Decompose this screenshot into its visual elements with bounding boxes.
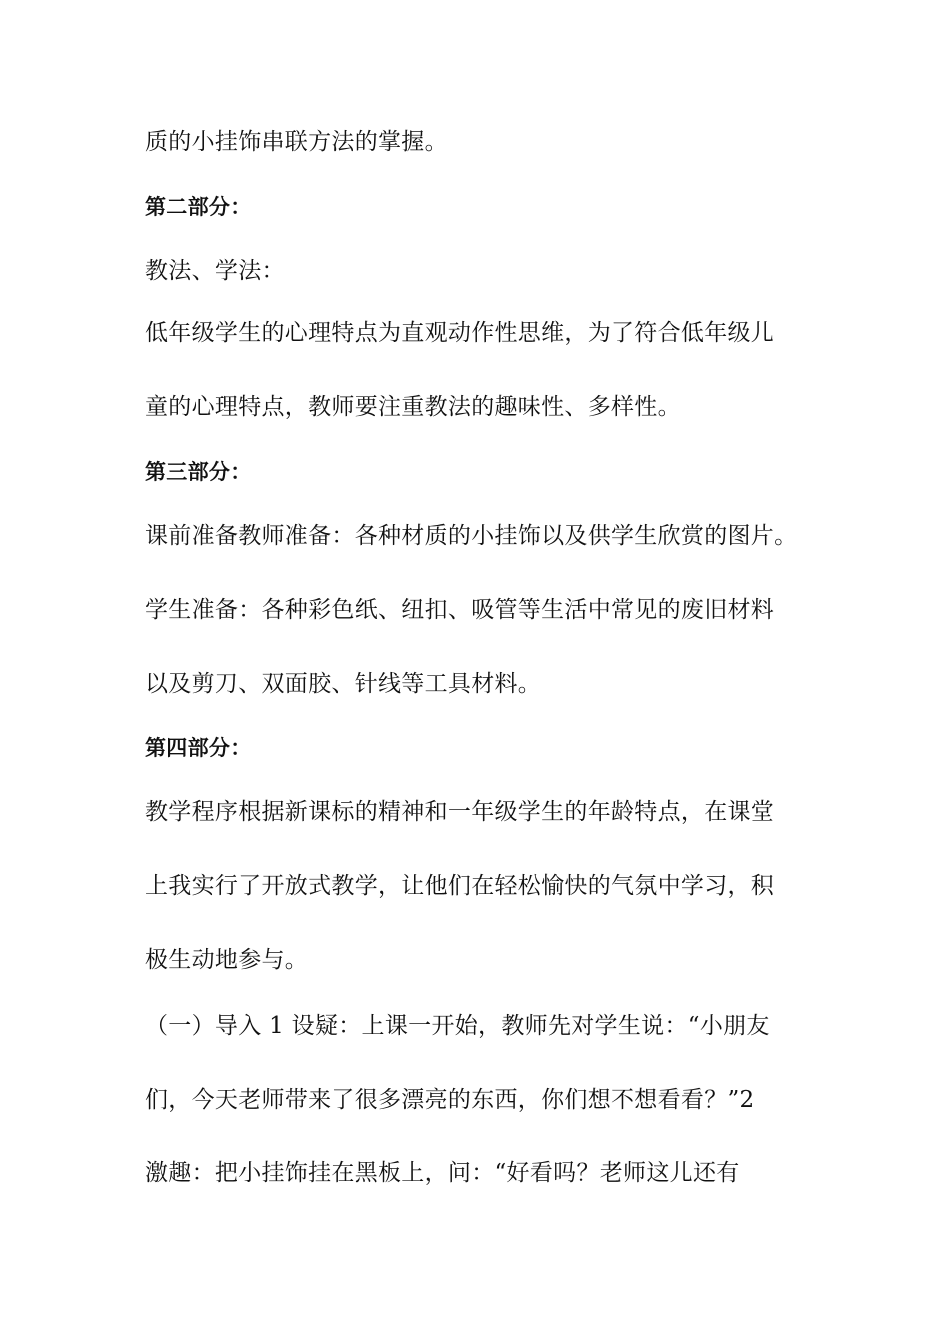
paragraph-line: （一）导入 1 设疑：上课一开始，教师先对学生说：“小朋友 <box>145 1013 770 1039</box>
paragraph-line: 极生动地参与。 <box>145 947 309 973</box>
paragraph-line: 童的心理特点，教师要注重教法的趣味性、多样性。 <box>145 394 681 420</box>
section-heading-part-two: 第二部分： <box>145 195 252 219</box>
paragraph-line: 质的小挂饰串联方法的掌握。 <box>145 129 448 155</box>
section-heading-part-three: 第三部分： <box>145 460 252 484</box>
paragraph-line: 课前准备教师准备：各种材质的小挂饰以及供学生欣赏的图片。 <box>145 523 798 549</box>
paragraph-line: 们，今天老师带来了很多漂亮的东西，你们想不想看看？”2 <box>145 1087 755 1113</box>
paragraph-line: 以及剪刀、双面胶、针线等工具材料。 <box>145 671 542 697</box>
paragraph-line: 教学程序根据新课标的精神和一年级学生的年龄特点，在课堂 <box>145 799 775 825</box>
paragraph-line: 激趣：把小挂饰挂在黑板上，问：“好看吗？老师这儿还有 <box>145 1160 740 1186</box>
paragraph-line: 上我实行了开放式教学，让他们在轻松愉快的气氛中学习，积 <box>145 873 775 899</box>
section-heading-part-four: 第四部分： <box>145 736 252 760</box>
paragraph-line: 低年级学生的心理特点为直观动作性思维，为了符合低年级儿 <box>145 320 775 346</box>
paragraph-line: 学生准备：各种彩色纸、纽扣、吸管等生活中常见的废旧材料 <box>145 597 775 623</box>
paragraph-line: 教法、学法： <box>145 258 285 284</box>
